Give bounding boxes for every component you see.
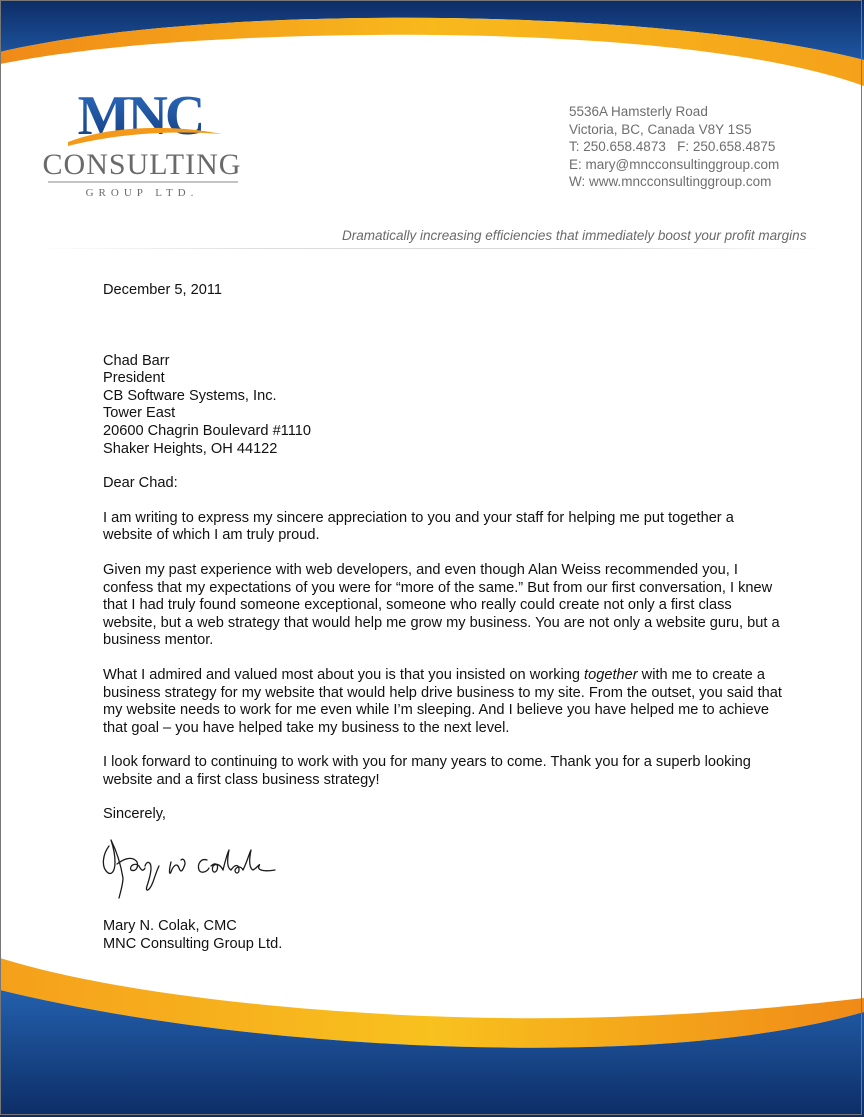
logo-group-text: GROUP LTD. (85, 187, 199, 199)
recipient-building: Tower East (103, 405, 176, 422)
company-tagline: Dramatically increasing efficiencies that immediately boost your profit margins (342, 228, 807, 243)
recipient-street: 20600 Chagrin Boulevard #1110 (103, 422, 311, 439)
company-logo (40, 82, 250, 202)
bottom-swoosh-graphic (0, 950, 864, 1117)
paragraph-3 (103, 667, 783, 737)
paragraph-4: I look forward to continuing to work with you for many years to come. Thank you for a superb looking website and a first class business strategy! (103, 754, 751, 788)
signer-name: Mary N. Colak, CMC (103, 918, 237, 935)
logo-consulting-text: CONSULTING (42, 148, 242, 181)
website-address: W: www.mncconsultinggroup.com (569, 174, 772, 189)
paragraph-3-start: What I admired and valued most about you is that you insisted on working (103, 666, 585, 683)
recipient-title: President (103, 370, 165, 387)
signer-company: MNC Consulting Group Ltd. (103, 935, 283, 952)
paragraph-3-emphasis: together (584, 666, 638, 683)
header-divider (32, 248, 828, 249)
city-address: Victoria, BC, Canada V8Y 1S5 (569, 121, 752, 137)
recipient-company: CB Software Systems, Inc. (103, 387, 277, 404)
phone-fax: T: 250.658.4873 F: 250.658.4875 (569, 139, 776, 154)
salutation: Dear Chad: (103, 475, 178, 492)
logo-mnc-text: MNC (77, 85, 203, 147)
closing: Sincerely, (103, 806, 166, 823)
street-address: 5536A Hamsterly Road (569, 104, 708, 119)
company-contact-block (569, 103, 779, 191)
email-address: E: mary@mncconsultinggroup.com (569, 156, 780, 172)
paragraph-2: Given my past experience with web developers, and even though Alan Weiss recommended you, I confess that my expectations of you were for “more of the same.” But from our first conversation, I knew that I had truly found someone exceptional, someone who really could create not only a first class website, but a web strategy that would help me grow my business. You are not only a website guru, but a business mentor. (103, 561, 780, 649)
paragraph-3-end: with me to create a business strategy for my website that would help drive business to my site. From the outset, you said that my website needs to work for me even while I’m sleeping. And I believe you have helped me to achieve that goal – you have helped take my business to the next level. (103, 666, 782, 736)
letter-body (103, 282, 783, 953)
recipient-block (103, 353, 783, 459)
letter-date: December 5, 2011 (103, 282, 222, 298)
handwritten-signature (99, 832, 299, 904)
paragraph-1: I am writing to express my sincere appreciation to you and your staff for helping me put together a website of which I am truly proud. (103, 509, 734, 544)
recipient-city: Shaker Heights, OH 44122 (103, 440, 278, 457)
recipient-name: Chad Barr (103, 352, 170, 369)
